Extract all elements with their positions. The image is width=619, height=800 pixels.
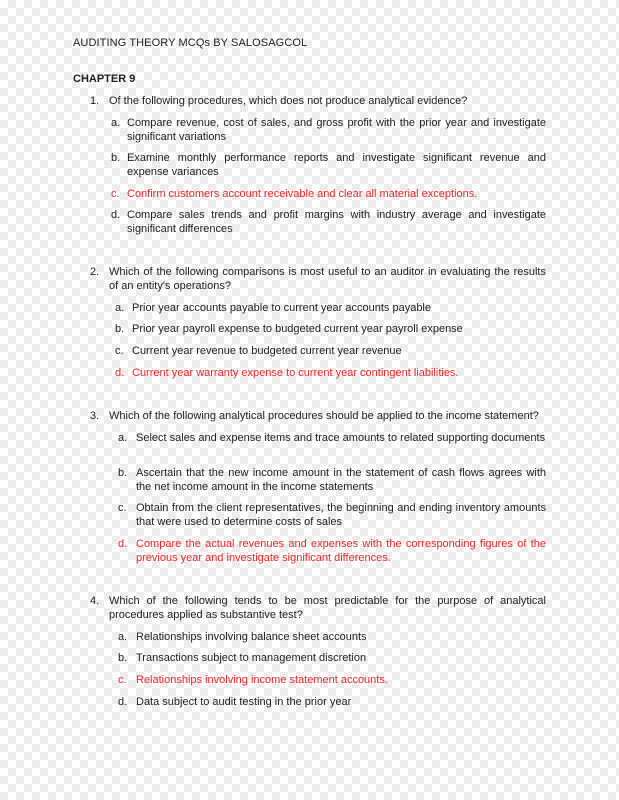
option-3b: [118, 466, 546, 494]
option-1b: [111, 151, 546, 179]
option-2d: [115, 366, 546, 380]
question-number: 1.: [90, 95, 100, 107]
option-text: Prior year payroll expense to budgeted current year payroll expense: [132, 323, 463, 335]
question-4: [90, 594, 546, 622]
question-text: Of the following procedures, which does not produce analytical evidence?: [109, 95, 468, 107]
option-letter: d.: [118, 696, 128, 708]
option-letter: a.: [118, 432, 128, 444]
option-text: Relationships involving balance sheet accounts: [136, 631, 367, 643]
option-letter: a.: [115, 302, 125, 314]
option-text: Compare revenue, cost of sales, and gross profit with the prior year and investigate significant variations: [127, 117, 546, 143]
chapter-heading: CHAPTER 9: [73, 73, 136, 85]
option-text: Prior year accounts payable to current year accounts payable: [132, 302, 431, 314]
question-1: [90, 94, 546, 108]
option-letter: b.: [111, 152, 121, 164]
option-letter: d.: [118, 538, 128, 550]
question-number: 2.: [90, 266, 100, 278]
option-letter: b.: [118, 467, 128, 479]
option-1c: [111, 187, 546, 201]
document-title: AUDITING THEORY MCQs BY SALOSAGCOL: [73, 37, 308, 49]
option-text: Confirm customers account receivable and clear all material exceptions.: [127, 188, 478, 200]
option-3a: [118, 431, 546, 445]
question-3: [90, 409, 546, 423]
option-letter: d.: [111, 209, 121, 221]
question-text: Which of the following comparisons is most useful to an auditor in evaluating the results of an entity's operations?: [109, 266, 546, 292]
option-letter: c.: [118, 674, 127, 686]
question-number: 3.: [90, 410, 100, 422]
option-letter: d.: [115, 367, 125, 379]
option-letter: b.: [115, 323, 125, 335]
option-text: Obtain from the client representatives, the beginning and ending inventory amounts that were used to determine costs of sales: [136, 502, 546, 528]
option-letter: a.: [111, 117, 121, 129]
option-4a: [118, 630, 546, 644]
option-letter: a.: [118, 631, 128, 643]
option-text: Transactions subject to management discretion: [136, 652, 367, 664]
option-text: Relationships involving income statement accounts.: [136, 674, 388, 686]
option-text: Data subject to audit testing in the prior year: [136, 696, 352, 708]
option-letter: c.: [118, 502, 127, 514]
option-4b: [118, 651, 546, 665]
question-2: [90, 265, 546, 293]
option-text: Compare sales trends and profit margins with industry average and investigate significant differences: [127, 209, 546, 235]
option-2c: [115, 344, 546, 358]
option-3d: [118, 537, 546, 565]
question-text: Which of the following tends to be most predictable for the purpose of analytical procedures applied as substantive test?: [109, 595, 546, 621]
option-letter: c.: [115, 345, 124, 357]
option-4c: [118, 673, 546, 687]
option-text: Compare the actual revenues and expenses with the corresponding figures of the previous year and investigate significant differences.: [136, 538, 546, 564]
option-1a: [111, 116, 546, 144]
option-3c: [118, 501, 546, 529]
option-letter: c.: [111, 188, 120, 200]
option-text: Current year revenue to budgeted current year revenue: [132, 345, 402, 357]
option-letter: b.: [118, 652, 128, 664]
option-2b: [115, 322, 546, 336]
option-text: Examine monthly performance reports and investigate significant revenue and expense variances: [127, 152, 546, 178]
option-text: Current year warranty expense to current year contingent liabilities.: [132, 367, 459, 379]
option-2a: [115, 301, 546, 315]
option-1d: [111, 208, 546, 236]
option-4d: [118, 695, 546, 709]
question-number: 4.: [90, 595, 100, 607]
option-text: Select sales and expense items and trace amounts to related supporting documents: [136, 432, 546, 444]
question-text: Which of the following analytical procedures should be applied to the income statement?: [109, 410, 539, 422]
option-text: Ascertain that the new income amount in the statement of cash flows agrees with the net income amount in the income statements: [136, 467, 546, 493]
